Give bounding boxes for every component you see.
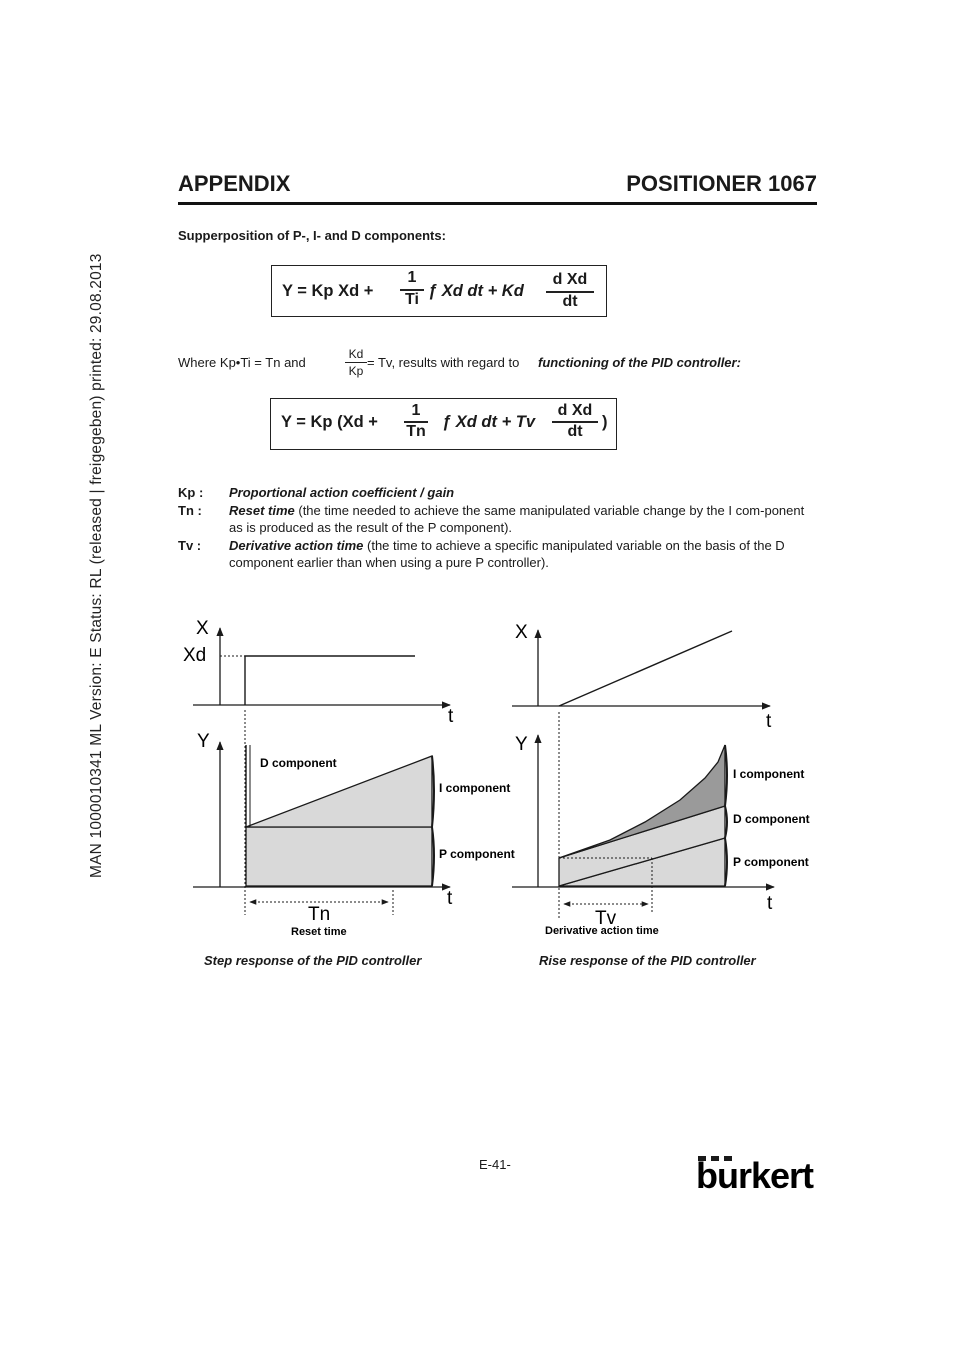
rise-y-plot bbox=[512, 712, 810, 937]
formula2-frac2-den: dt bbox=[567, 423, 583, 440]
step-x-label: X bbox=[196, 618, 209, 639]
step-x-plot bbox=[183, 618, 454, 727]
definition-term: Reset time bbox=[229, 502, 295, 518]
tn-label: Tn bbox=[308, 904, 331, 925]
section-title: Supperposition of P-, I- and D components: bbox=[178, 228, 446, 243]
rise-x-label: X bbox=[515, 622, 528, 643]
formula1-mid: ƒ Xd dt + Kd bbox=[428, 282, 524, 300]
definition-key: Kp : bbox=[178, 485, 204, 500]
step-caption: Step response of the PID controller bbox=[204, 953, 422, 968]
tv-label: Tv bbox=[595, 908, 617, 929]
step-y-label: Y bbox=[197, 731, 210, 752]
where-emphasis: functioning of the PID controller: bbox=[538, 355, 741, 370]
step-t-label-top: t bbox=[448, 706, 454, 727]
formula2-frac2-num: d Xd bbox=[557, 402, 593, 419]
definition-key: Tn : bbox=[178, 502, 202, 518]
step-xd-label: Xd bbox=[183, 645, 207, 666]
step-d-component-label: D component bbox=[260, 756, 337, 770]
definition-term: Proportional action coefficient / gain bbox=[229, 485, 455, 500]
formula2-close: ) bbox=[602, 413, 608, 431]
burkert-logo bbox=[696, 1155, 814, 1196]
derivative-time-label: Derivative action time bbox=[545, 925, 659, 937]
header-title-left: APPENDIX bbox=[178, 171, 291, 196]
step-input-line bbox=[245, 656, 415, 705]
formula2-mid: ƒ Xd dt + Tv bbox=[442, 413, 536, 431]
step-i-component-label: I component bbox=[439, 781, 511, 795]
header-title-right: POSITIONER 1067 bbox=[626, 171, 817, 196]
where-text-2: = Tv, results with regard to bbox=[367, 355, 520, 370]
definition-key: Tv : bbox=[178, 537, 202, 553]
rise-t-label-top: t bbox=[766, 711, 772, 732]
step-y-plot bbox=[193, 710, 515, 938]
definition-term: Derivative action time bbox=[229, 537, 364, 553]
rise-i-component-label: I component bbox=[733, 767, 805, 781]
step-t-label-bottom: t bbox=[447, 888, 453, 909]
rise-x-plot bbox=[512, 622, 772, 732]
where-frac-num: Kd bbox=[348, 347, 364, 361]
formula1-frac1-den: Ti bbox=[405, 291, 419, 308]
rise-d-component-label: D component bbox=[733, 812, 810, 826]
definition-text: (the time to achieve a specific manipulated variable on the basis of the D component earlier than when using a pure P controller). bbox=[229, 537, 785, 570]
rise-y-label: Y bbox=[515, 734, 528, 755]
rise-caption: Rise response of the PID controller bbox=[539, 953, 756, 968]
document-status-sidebar: MAN 1000010341 ML Version: E Status: RL (released | freigegeben) printed: 29.08.2013 bbox=[88, 253, 105, 878]
step-p-component-area bbox=[246, 827, 432, 886]
rise-p-component-label: P component bbox=[733, 855, 809, 869]
definition-text: (the time needed to achieve the same manipulated variable change by the I com-ponent as is produced as the result of the P component). bbox=[229, 502, 805, 535]
page-number: E-41- bbox=[479, 1157, 511, 1172]
formula1-frac1-num: 1 bbox=[407, 269, 417, 286]
formula1-frac2-den: dt bbox=[562, 293, 578, 310]
rise-t-label-bottom: t bbox=[767, 893, 773, 914]
formula2-frac1-den: Tn bbox=[406, 423, 426, 440]
formula1-lhs: Y = Kp Xd + bbox=[282, 282, 374, 300]
where-frac-den: Kp bbox=[348, 364, 364, 378]
rise-input-ramp bbox=[559, 631, 732, 706]
formula2-frac1-num: 1 bbox=[411, 402, 421, 419]
where-text-1: Where Kp•Ti = Tn and bbox=[178, 355, 306, 370]
reset-time-label: Reset time bbox=[291, 926, 347, 938]
step-p-component-label: P component bbox=[439, 847, 515, 861]
formula1-frac2-num: d Xd bbox=[552, 271, 588, 288]
logo-text: burkert bbox=[696, 1155, 814, 1196]
formula2-lhs: Y = Kp (Xd + bbox=[281, 413, 378, 431]
